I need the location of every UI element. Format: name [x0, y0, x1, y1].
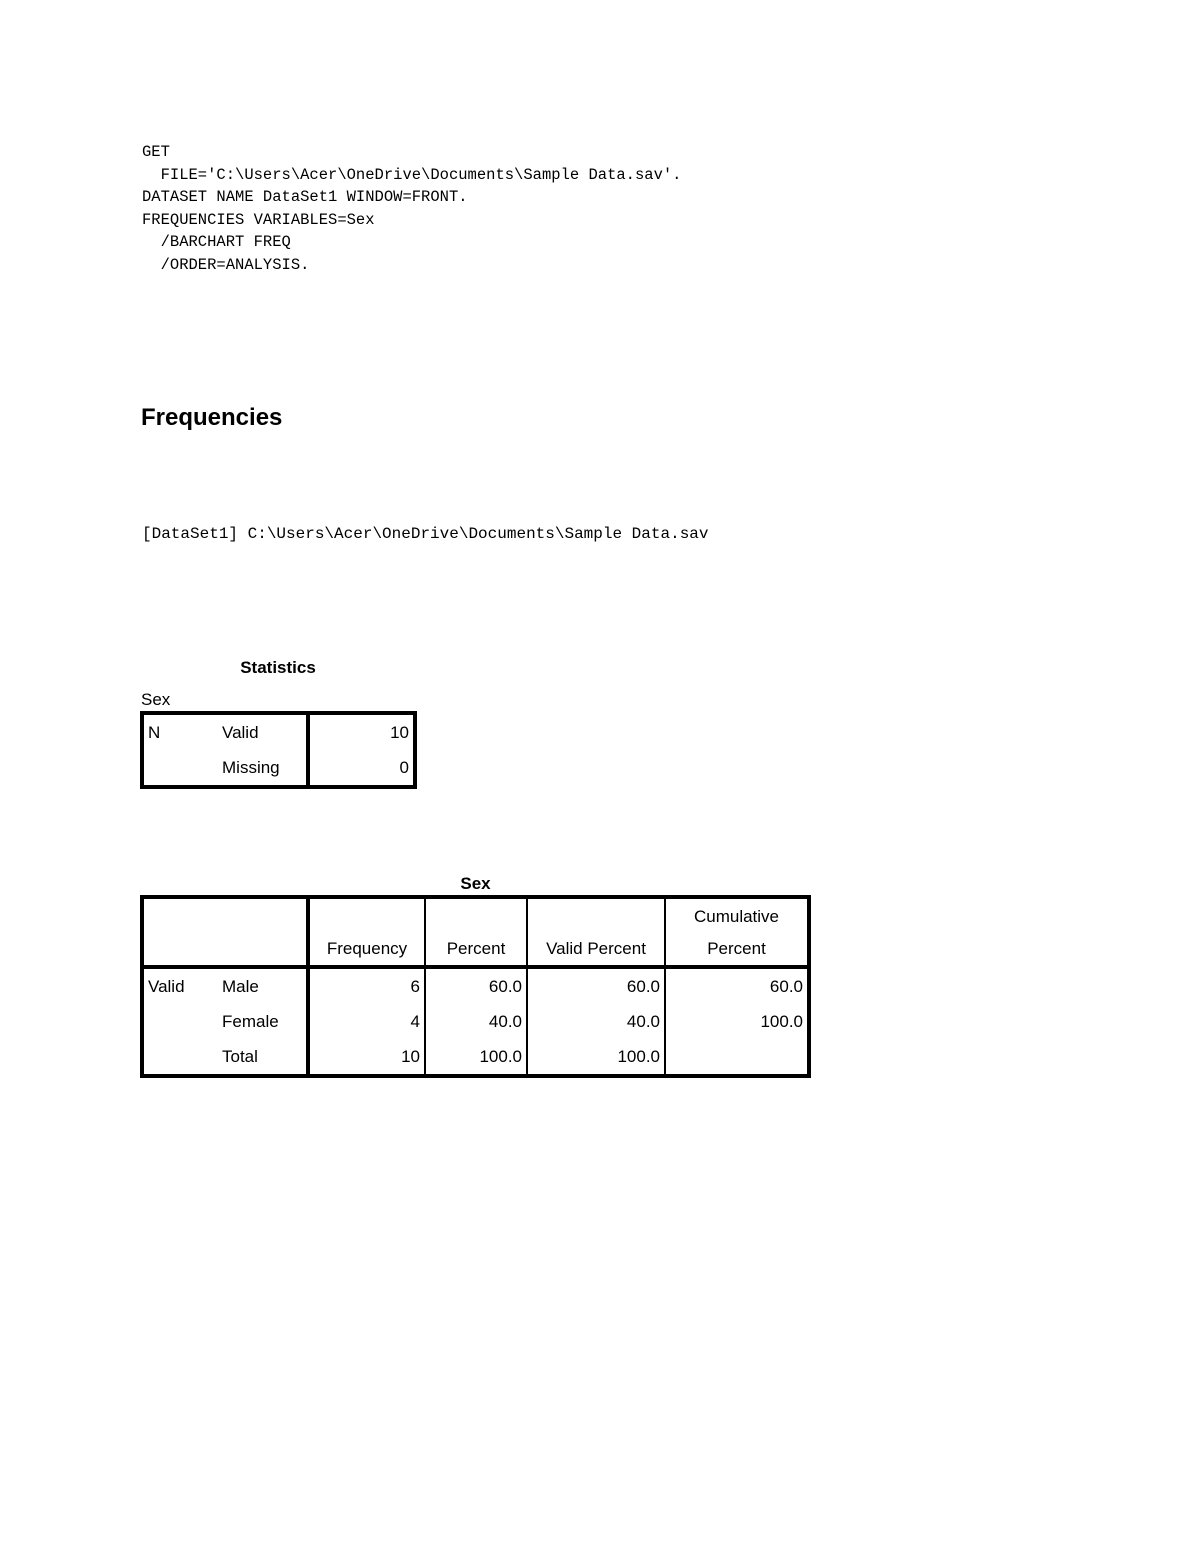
row-group-label: Valid: [148, 976, 185, 996]
row-label: Total: [218, 1039, 308, 1076]
row-label: Female: [218, 1004, 308, 1039]
syntax-line: /ORDER=ANALYSIS.: [142, 255, 310, 274]
cell-percent: 40.0: [425, 1004, 527, 1039]
header-valid-percent: Valid Percent: [527, 897, 665, 967]
cell-percent: 60.0: [425, 967, 527, 1004]
cell-value: 0: [399, 757, 409, 777]
dataset-path: [DataSet1] C:\Users\Acer\OneDrive\Documents\Sample Data.sav: [142, 525, 709, 543]
cell-cumulative-percent: 100.0: [760, 1011, 803, 1031]
row-label: Valid: [218, 713, 308, 750]
row-label: Missing: [218, 750, 308, 787]
syntax-line: DATASET NAME DataSet1 WINDOW=FRONT.: [142, 188, 468, 206]
frequency-table-title: Sex: [460, 874, 491, 893]
header-cumulative-line2: Percent: [707, 939, 766, 958]
table-header-row: [142, 897, 809, 967]
syntax-block: [142, 141, 682, 276]
header-spacer: [218, 897, 308, 967]
syntax-line: FREQUENCIES VARIABLES=Sex: [142, 210, 375, 229]
header-cumulative-line1: Cumulative: [693, 907, 780, 926]
cell-percent: 100.0: [425, 1039, 527, 1076]
page-heading: Frequencies: [141, 404, 283, 431]
table-row: [142, 1039, 809, 1076]
statistics-table: [140, 711, 417, 789]
syntax-line: FILE='C:\Users\Acer\OneDrive\Documents\Sample Data.sav'.: [142, 165, 682, 184]
cell-valid-percent: 100.0: [527, 1039, 665, 1076]
row-label: Male: [218, 967, 308, 1004]
statistics-title: Statistics: [240, 658, 316, 677]
cell-frequency: 6: [308, 967, 425, 1004]
table-row: [142, 750, 415, 787]
header-spacer: [142, 897, 218, 967]
cell-valid-percent: 60.0: [527, 967, 665, 1004]
cell-frequency: 4: [308, 1004, 425, 1039]
cell-cumulative-percent: [665, 1039, 809, 1076]
syntax-line: GET: [142, 143, 170, 161]
row-group-spacer: [142, 1004, 218, 1039]
table-row: [142, 713, 415, 750]
statistics-variable-label: Sex: [141, 690, 171, 709]
header-cumulative-percent: [665, 897, 809, 967]
header-frequency: Frequency: [308, 897, 425, 967]
table-row: [142, 1004, 809, 1039]
row-group-spacer: [142, 750, 218, 787]
cell-value: 10: [390, 722, 409, 742]
cell-valid-percent: 40.0: [527, 1004, 665, 1039]
cell-frequency: 10: [308, 1039, 425, 1076]
frequency-table: [140, 895, 811, 1078]
row-group-label: N: [148, 722, 161, 742]
row-group-spacer: [142, 1039, 218, 1076]
syntax-line: /BARCHART FREQ: [142, 233, 291, 251]
table-row: [142, 967, 809, 1004]
header-percent: Percent: [425, 897, 527, 967]
cell-cumulative-percent: 60.0: [769, 976, 803, 996]
